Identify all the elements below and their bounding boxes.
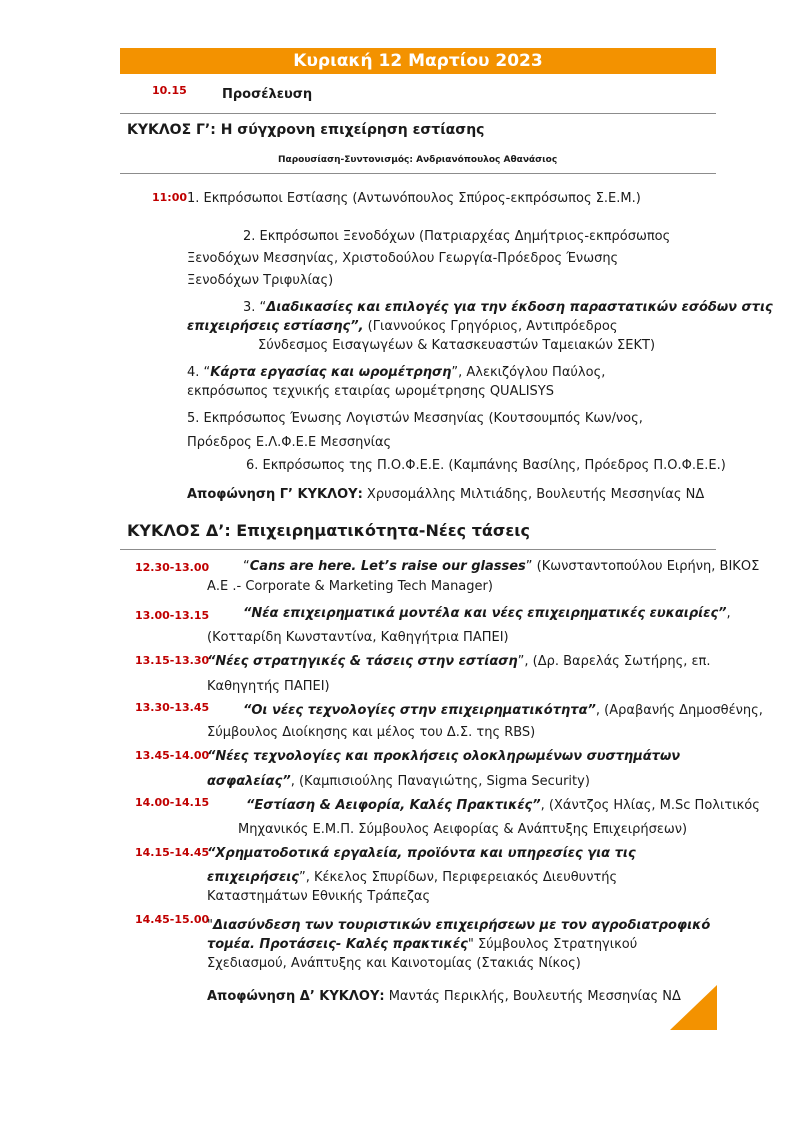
date-header: Κυριακή 12 Μαρτίου 2023 <box>120 48 716 74</box>
cycle-c-item-6: 6. Εκπρόσωπος της Π.Ο.Φ.Ε.Ε. (Καμπάνης Βασίλης, Πρόεδρος Π.Ο.Φ.Ε.Ε.) <box>246 458 726 473</box>
corner-triangle-decoration <box>670 985 717 1030</box>
talk-title: “Χρηματοδοτικά εργαλεία, προϊόντα και υπηρεσίες για τις <box>207 846 636 861</box>
session-line2: Σύμβουλος Διοίκησης και μέλος του Δ.Σ. της RBS) <box>207 725 536 740</box>
talk-title: “Νέες τεχνολογίες και προκλήσεις ολοκληρωμένων συστημάτων <box>207 749 681 764</box>
session-line1 <box>246 795 760 817</box>
session-line2: Μηχανικός Ε.Μ.Π. Σύμβουλος Αειφορίας & Ανάπτυξης Επιχειρήσεων) <box>238 822 688 837</box>
session-line3: Καταστημάτων Εθνικής Τράπεζας <box>207 889 431 904</box>
quote: " <box>207 918 213 933</box>
closing-label: Αποφώνηση Δ’ ΚΥΚΛΟΥ: <box>207 989 385 1004</box>
talk-title: “Εστίαση & Αειφορία, Καλές Πρακτικές” <box>246 798 541 813</box>
session-time: 14.45-15.00 <box>135 913 210 926</box>
talk-title: επιχειρήσεις <box>207 870 299 885</box>
divider <box>120 173 716 174</box>
talk-title: “Νέα επιχειρηματικά μοντέλα και νέες επιχειρηματικές ευκαιρίες” <box>243 606 727 621</box>
session-time: 13.45-14.00 <box>135 749 210 762</box>
session-line2: Καθηγητής ΠΑΠΕΙ) <box>207 679 330 694</box>
talk-title: Κάρτα εργασίας και ωρομέτρηση <box>210 365 452 380</box>
session-time: 13.00-13.15 <box>135 609 210 622</box>
divider <box>120 549 716 550</box>
session-line1 <box>207 651 710 673</box>
item-prefix: 3. “ <box>243 300 267 315</box>
cycle-c-time: 11:00 <box>152 191 188 204</box>
session-line1 <box>243 556 759 578</box>
speaker: (Γιαννούκος Γρηγόριος, Αντιπρόεδρος <box>363 319 618 334</box>
session-time: 14.00-14.15 <box>135 796 210 809</box>
speaker: ” (Κωνσταντοπούλου Ειρήνη, ΒΙΚΟΣ <box>525 559 760 574</box>
speaker: , (Καμπισιούλης Παναγιώτης, Sigma Security) <box>290 774 590 789</box>
closing-label: Αποφώνηση Γ’ ΚΥΚΛΟΥ: <box>187 487 363 502</box>
session-line1 <box>243 700 763 722</box>
arrival-label: Προσέλευση <box>222 87 313 102</box>
talk-title: επιχειρήσεις εστίασης”, <box>187 319 364 334</box>
cycle-c-item-2-line1: 2. Εκπρόσωποι Ξενοδόχων (Πατριαρχέας Δημήτριος-εκπρόσωπος <box>243 229 671 244</box>
cycle-c-moderation: Παρουσίαση-Συντονισμός: Ανδριανόπουλος Αθανάσιος <box>278 155 558 165</box>
talk-title: “Οι νέες τεχνολογίες στην επιχειρηματικότητα” <box>243 703 596 718</box>
cycle-c-item-2-line2: Ξενοδόχων Μεσσηνίας, Χριστοδούλου Γεωργία-Πρόεδρος Ένωσης <box>187 251 619 266</box>
cycle-c-item-5-line2: Πρόεδρος Ε.Λ.Φ.Ε.Ε Μεσσηνίας <box>187 435 392 450</box>
session-line1 <box>207 746 680 768</box>
speaker: ”, (Δρ. Βαρελάς Σωτήρης, επ. <box>517 654 711 669</box>
talk-title: Cans are here. Let’s raise our glasses <box>249 559 526 574</box>
cycle-c-item-2-line3: Ξενοδόχων Τριφυλίας) <box>187 273 334 288</box>
session-line2: (Κοτταρίδη Κωνσταντίνα, Καθηγήτρια ΠΑΠΕΙ) <box>207 630 509 645</box>
speaker: , (Χάντζος Ηλίας, M.Sc Πολιτικός <box>540 798 760 813</box>
session-line1 <box>207 843 636 865</box>
cycle-c-item-3-line3: Σύνδεσμος Εισαγωγέων & Κατασκευαστών Ταμειακών ΣΕΚΤ) <box>258 338 656 353</box>
quote: “ <box>243 559 250 574</box>
session-line1 <box>243 603 731 625</box>
talk-title: “Νέες στρατηγικές & τάσεις στην εστίαση <box>207 654 518 669</box>
cycle-c-item-5-line1: 5. Εκπρόσωπος Ένωσης Λογιστών Μεσσηνίας (Κουτσουμπός Κων/νος, <box>187 411 643 426</box>
speaker: , <box>726 606 731 621</box>
talk-title: τομέα. Προτάσεις- Καλές πρακτικές <box>207 937 468 952</box>
cycle-c-item-1: 1. Εκπρόσωποι Εστίασης (Αντωνόπουλος Σπύρος-εκπρόσωπος Σ.Ε.Μ.) <box>187 191 641 206</box>
session-time: 14.15-14.45 <box>135 846 210 859</box>
arrival-time: 10.15 <box>152 84 187 97</box>
speaker: , (Αραβανής Δημοσθένης, <box>595 703 763 718</box>
talk-title: ασφαλείας” <box>207 774 291 789</box>
session-time: 12.30-13.00 <box>135 561 210 574</box>
cycle-c-item-4-line2: εκπρόσωπος τεχνικής εταιρίας ωρομέτρησης QUALISYS <box>187 384 554 399</box>
cycle-c-closing <box>187 484 704 506</box>
speaker: " Σύμβουλος Στρατηγικού <box>467 937 638 952</box>
session-line3: Σχεδιασμού, Ανάπτυξης και Καινοτομίας (Στακιάς Νίκος) <box>207 956 581 971</box>
session-time: 13.30-13.45 <box>135 701 210 714</box>
cycle-c-title: ΚΥΚΛΟΣ Γ’: Η σύγχρονη επιχείρηση εστίασης <box>127 122 485 138</box>
session-time: 13.15-13.30 <box>135 654 210 667</box>
closing-text: Μαντάς Περικλής, Βουλευτής Μεσσηνίας ΝΔ <box>384 989 681 1004</box>
cycle-d-closing <box>207 986 681 1008</box>
speaker: ”, Κέκελος Σπυρίδων, Περιφερειακός Διευθυντής <box>298 870 618 885</box>
session-line2: Α.Ε .- Corporate & Marketing Tech Manager) <box>207 579 493 594</box>
cycle-d-title: ΚΥΚΛΟΣ Δ’: Επιχειρηματικότητα-Νέες τάσεις <box>127 521 530 540</box>
talk-title: Διαδικασίες και επιλογές για την έκδοση παραστατικών εσόδων στις <box>266 300 773 315</box>
divider <box>120 113 716 114</box>
closing-text: Χρυσομάλλης Μιλτιάδης, Βουλευτής Μεσσηνίας ΝΔ <box>362 487 705 502</box>
item-prefix: 4. “ <box>187 365 211 380</box>
session-line2 <box>207 771 590 793</box>
speaker: ”, Αλεκιζόγλου Παύλος, <box>451 365 606 380</box>
talk-title: Διασύνδεση των τουριστικών επιχειρήσεων με τον αγροδιατροφικό <box>212 918 711 933</box>
